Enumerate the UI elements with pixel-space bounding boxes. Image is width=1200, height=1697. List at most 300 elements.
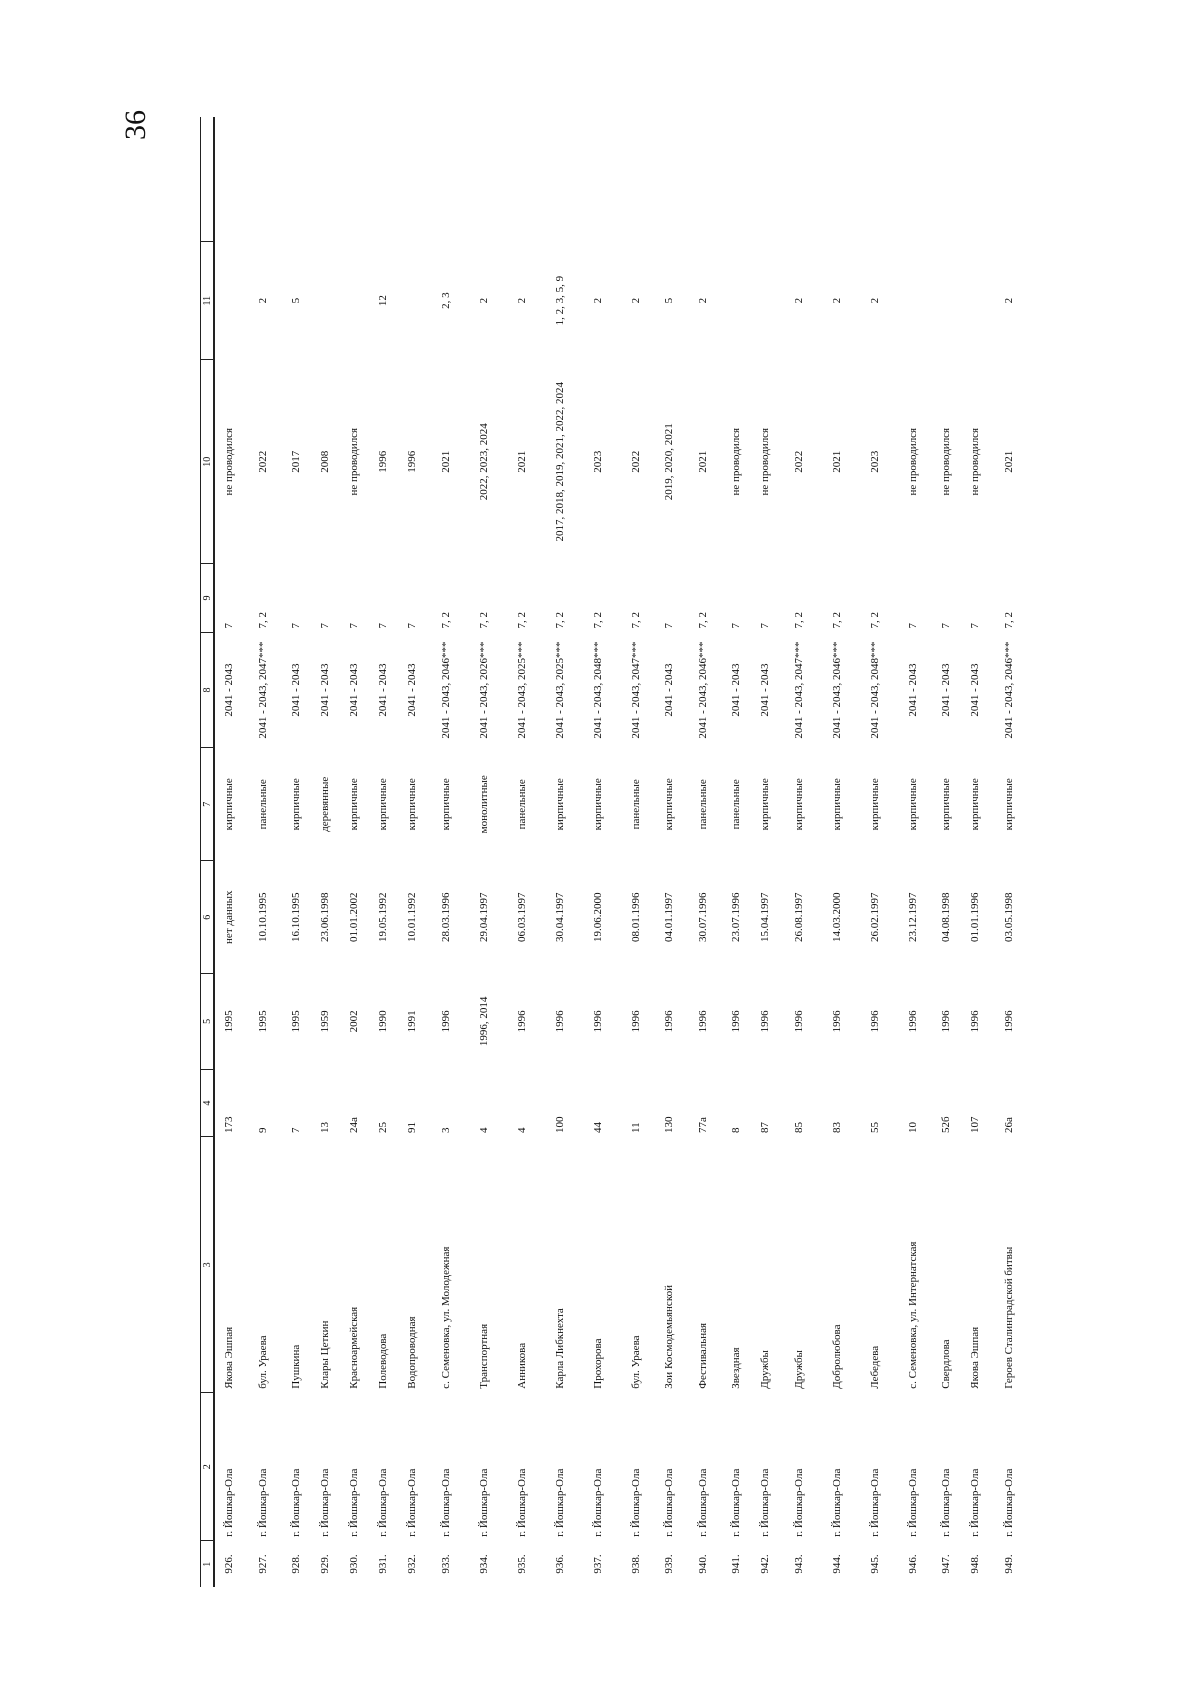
- cell-completed-work-code: [214, 242, 244, 360]
- cell-work-code: 7, 2: [830, 611, 843, 629]
- cell-work-code: 7: [290, 622, 302, 629]
- cell-blank: [282, 117, 311, 242]
- cell-completed-work-code: [932, 242, 961, 360]
- cell-build-year: 1996: [792, 1010, 805, 1033]
- table-row: [751, 117, 780, 1587]
- cell-build-year: 1996: [439, 1010, 452, 1033]
- cell-wall-material: кирпичные: [663, 778, 675, 831]
- cell-locality: г. Йошкар-Ола: [1002, 1468, 1015, 1537]
- table-row: [722, 117, 751, 1587]
- cell-blank: [503, 117, 541, 242]
- cell-row-number: 931.: [377, 1554, 389, 1574]
- cell-street: с. Семеновка, ул. Интернатская: [906, 1241, 919, 1389]
- cell-house-number: 87: [759, 1121, 771, 1133]
- cell-house-number: 8: [730, 1127, 742, 1133]
- cell-work-code: 7, 2: [477, 611, 490, 629]
- cell-house-number: 26а: [1002, 1117, 1015, 1133]
- cell-completed-work-code: [340, 242, 369, 360]
- cell-locality: г. Йошкар-Ола: [319, 1468, 331, 1537]
- cell-commission-date: 01.01.1996: [969, 892, 981, 942]
- table-body: [214, 117, 1028, 1587]
- cell-build-year: 1996: [940, 1010, 952, 1033]
- cell-build-year: 1996: [1002, 1010, 1015, 1033]
- cell-planned-period: 2041 - 2043, 2025***: [553, 641, 566, 739]
- cell-street: с. Семеновка, ул. Молодежная: [439, 1246, 452, 1389]
- cell-locality: г. Йошкар-Ола: [348, 1468, 360, 1537]
- cell-locality: г. Йошкар-Ола: [290, 1468, 302, 1537]
- cell-work-code: 7, 2: [553, 611, 566, 629]
- cell-last-repair-years: не проводился: [906, 427, 919, 496]
- cell-row-number: 947.: [940, 1554, 952, 1574]
- cell-work-code: 7, 2: [591, 611, 604, 629]
- cell-commission-date: 16.10.1995: [290, 892, 302, 942]
- cell-last-repair-years: 2021: [696, 450, 709, 473]
- cell-work-code: 7, 2: [439, 611, 452, 629]
- cell-street: Полеводова: [377, 1333, 389, 1389]
- cell-street: бул. Ураева: [256, 1335, 269, 1389]
- cell-planned-period: 2041 - 2043, 2048***: [868, 641, 881, 739]
- cell-work-code: 7, 2: [792, 611, 805, 629]
- cell-locality: г. Йошкар-Ола: [759, 1468, 771, 1537]
- cell-row-number: 935.: [515, 1554, 528, 1574]
- cell-completed-work-code: 2: [256, 297, 269, 304]
- cell-blank: [818, 117, 856, 242]
- cell-row-number: 942.: [759, 1554, 771, 1574]
- cell-locality: г. Йошкар-Ола: [406, 1468, 418, 1537]
- cell-locality: г. Йошкар-Ола: [377, 1468, 389, 1537]
- table-header: [201, 117, 215, 1587]
- cell-planned-period: 2041 - 2043: [663, 663, 675, 717]
- table-row: [579, 117, 617, 1587]
- cell-blank: [340, 117, 369, 242]
- cell-blank: [932, 117, 961, 242]
- cell-house-number: 4: [477, 1127, 490, 1133]
- table-row: [655, 117, 684, 1587]
- cell-locality: г. Йошкар-Ола: [663, 1468, 675, 1537]
- cell-commission-date: 04.01.1997: [663, 892, 675, 942]
- cell-row-number: 936.: [553, 1554, 566, 1574]
- cell-work-code: 7: [406, 622, 418, 629]
- cell-commission-date: 26.08.1997: [792, 892, 805, 942]
- cell-commission-date: 10.01.1992: [406, 892, 418, 942]
- cell-wall-material: панельные: [256, 779, 269, 830]
- cell-house-number: 77а: [696, 1117, 709, 1133]
- cell-street: Героев Сталинградской битвы: [1002, 1246, 1015, 1389]
- cell-build-year: 1996: [730, 1010, 742, 1033]
- cell-planned-period: 2041 - 2043: [969, 663, 981, 717]
- cell-last-repair-years: 2021: [439, 450, 452, 473]
- cell-house-number: 44: [591, 1121, 604, 1133]
- cell-completed-work-code: 5: [290, 297, 302, 304]
- cell-commission-date: нет данных: [223, 890, 235, 944]
- cell-commission-date: 19.05.1992: [377, 892, 389, 942]
- cell-locality: г. Йошкар-Ола: [477, 1468, 490, 1537]
- cell-blank: [894, 117, 932, 242]
- cell-street: бул. Ураева: [629, 1335, 642, 1389]
- cell-row-number: 939.: [663, 1554, 675, 1574]
- cell-last-repair-years: не проводился: [759, 427, 771, 496]
- cell-work-code: 7: [223, 622, 235, 629]
- cell-commission-date: 15.04.1997: [759, 892, 771, 942]
- cell-commission-date: 10.10.1995: [256, 892, 269, 942]
- cell-blank: [684, 117, 722, 242]
- cell-wall-material: кирпичные: [591, 778, 604, 831]
- cell-house-number: 130: [663, 1116, 675, 1133]
- cell-build-year: 1996: [868, 1010, 881, 1033]
- cell-last-repair-years: не проводился: [348, 427, 360, 496]
- cell-planned-period: 2041 - 2043, 2046***: [439, 641, 452, 739]
- cell-house-number: 173: [223, 1116, 235, 1133]
- cell-last-repair-years: не проводился: [940, 427, 952, 496]
- cell-house-number: 107: [969, 1116, 981, 1133]
- cell-blank: [655, 117, 684, 242]
- cell-wall-material: панельные: [730, 779, 742, 830]
- cell-blank: [856, 117, 894, 242]
- cell-locality: г. Йошкар-Ола: [830, 1468, 843, 1537]
- cell-house-number: 3: [439, 1127, 452, 1133]
- cell-wall-material: кирпичные: [792, 778, 805, 831]
- cell-last-repair-years: 2021: [1002, 450, 1015, 473]
- cell-work-code: 7, 2: [629, 611, 642, 629]
- cell-row-number: 945.: [868, 1554, 881, 1574]
- cell-row-number: 938.: [629, 1554, 642, 1574]
- cell-last-repair-years: 2022: [256, 450, 269, 473]
- cell-completed-work-code: 5: [663, 297, 675, 304]
- cell-street: Якова Эшпая: [223, 1326, 235, 1389]
- cell-locality: г. Йошкар-Ола: [906, 1468, 919, 1537]
- cell-house-number: 7: [290, 1127, 302, 1133]
- table-row: [818, 117, 856, 1587]
- cell-build-year: 1996: [591, 1010, 604, 1033]
- header-col-3: 3: [201, 1137, 215, 1393]
- cell-wall-material: панельные: [629, 779, 642, 830]
- cell-street: Прохорова: [591, 1338, 604, 1389]
- table-row: [856, 117, 894, 1587]
- cell-house-number: 13: [319, 1121, 331, 1133]
- header-col-6: 6: [201, 861, 215, 974]
- cell-commission-date: 14.03.2000: [830, 892, 843, 942]
- cell-planned-period: 2041 - 2043, 2026***: [477, 641, 490, 739]
- cell-last-repair-years: 2008: [319, 450, 331, 473]
- cell-locality: г. Йошкар-Ола: [591, 1468, 604, 1537]
- cell-row-number: 949.: [1002, 1554, 1015, 1574]
- cell-planned-period: 2041 - 2043, 2047***: [629, 641, 642, 739]
- cell-last-repair-years: 2023: [868, 450, 881, 473]
- cell-street: Свердлова: [940, 1339, 952, 1389]
- cell-row-number: 940.: [696, 1554, 709, 1574]
- cell-work-code: 7, 2: [1002, 611, 1015, 629]
- cell-build-year: 2002: [348, 1010, 360, 1033]
- cell-completed-work-code: 2: [629, 297, 642, 304]
- cell-planned-period: 2041 - 2043: [377, 663, 389, 717]
- cell-commission-date: 29.04.1997: [477, 892, 490, 942]
- cell-street: Лебедева: [868, 1345, 881, 1389]
- cell-street: Дружбы: [792, 1350, 805, 1389]
- cell-wall-material: кирпичные: [906, 778, 919, 831]
- cell-work-code: 7, 2: [256, 611, 269, 629]
- cell-row-number: 928.: [290, 1554, 302, 1574]
- header-col-10: 10: [201, 360, 215, 564]
- cell-planned-period: 2041 - 2043, 2046***: [696, 641, 709, 739]
- cell-blank: [961, 117, 990, 242]
- table-row: [214, 117, 244, 1587]
- cell-locality: г. Йошкар-Ола: [696, 1468, 709, 1537]
- cell-planned-period: 2041 - 2043: [759, 663, 771, 717]
- cell-completed-work-code: 2: [1002, 297, 1015, 304]
- cell-locality: г. Йошкар-Ола: [730, 1468, 742, 1537]
- cell-street: Транспортная: [477, 1323, 490, 1389]
- cell-row-number: 948.: [969, 1554, 981, 1574]
- cell-build-year: 1996: [969, 1010, 981, 1033]
- cell-row-number: 944.: [830, 1554, 843, 1574]
- cell-locality: г. Йошкар-Ола: [553, 1468, 566, 1537]
- header-col-4: 4: [201, 1069, 215, 1137]
- cell-locality: г. Йошкар-Ола: [940, 1468, 952, 1537]
- cell-street: Якова Эшпая: [969, 1326, 981, 1389]
- cell-completed-work-code: 12: [377, 295, 389, 307]
- table-row: [780, 117, 818, 1587]
- cell-wall-material: монолитные: [477, 775, 490, 834]
- cell-row-number: 941.: [730, 1554, 742, 1574]
- table-row: [894, 117, 932, 1587]
- cell-last-repair-years: 1996: [377, 450, 389, 473]
- cell-work-code: 7: [940, 622, 952, 629]
- cell-row-number: 927.: [256, 1554, 269, 1574]
- cell-blank: [722, 117, 751, 242]
- cell-completed-work-code: [894, 242, 932, 360]
- cell-wall-material: кирпичные: [868, 778, 881, 831]
- cell-row-number: 930.: [348, 1554, 360, 1574]
- cell-build-year: 1996: [629, 1010, 642, 1033]
- cell-row-number: 946.: [906, 1554, 919, 1574]
- cell-work-code: 7: [730, 622, 742, 629]
- table-row: [244, 117, 282, 1587]
- cell-last-repair-years: 2021: [515, 450, 528, 473]
- cell-completed-work-code: 2: [868, 297, 881, 304]
- header-col-2: 2: [201, 1393, 215, 1541]
- cell-planned-period: 2041 - 2043: [406, 663, 418, 717]
- cell-last-repair-years: 1996: [406, 450, 418, 473]
- cell-house-number: 11: [629, 1122, 642, 1133]
- cell-last-repair-years: не проводился: [223, 427, 235, 496]
- cell-build-year: 1996: [553, 1010, 566, 1033]
- cell-blank: [990, 117, 1028, 242]
- cell-last-repair-years: 2022: [629, 450, 642, 473]
- cell-wall-material: деревянные: [319, 776, 331, 832]
- table-row: [541, 117, 579, 1587]
- cell-planned-period: 2041 - 2043: [348, 663, 360, 717]
- header-col-8: 8: [201, 632, 215, 747]
- cell-street: Анникова: [515, 1342, 528, 1389]
- cell-completed-work-code: 2, 3: [439, 292, 452, 309]
- cell-last-repair-years: 2021: [830, 450, 843, 473]
- cell-blank: [398, 117, 427, 242]
- table-row: [398, 117, 427, 1587]
- cell-build-year: 1996: [663, 1010, 675, 1033]
- cell-last-repair-years: 2022: [792, 450, 805, 473]
- cell-commission-date: 30.04.1997: [553, 892, 566, 942]
- cell-work-code: 7, 2: [868, 611, 881, 629]
- cell-locality: г. Йошкар-Ола: [256, 1468, 269, 1537]
- cell-build-year: 1996: [906, 1010, 919, 1033]
- cell-work-code: 7, 2: [515, 611, 528, 629]
- cell-last-repair-years: 2022, 2023, 2024: [477, 423, 490, 501]
- cell-row-number: 943.: [792, 1554, 805, 1574]
- cell-work-code: 7: [663, 622, 675, 629]
- cell-locality: г. Йошкар-Ола: [629, 1468, 642, 1537]
- cell-planned-period: 2041 - 2043: [906, 663, 919, 717]
- page-number: 36: [119, 110, 152, 140]
- cell-build-year: 1995: [290, 1010, 302, 1033]
- cell-locality: г. Йошкар-Ола: [223, 1468, 235, 1537]
- cell-house-number: 85: [792, 1121, 805, 1133]
- cell-planned-period: 2041 - 2043, 2046***: [1002, 641, 1015, 739]
- cell-row-number: 933.: [439, 1554, 452, 1574]
- table-row: [990, 117, 1028, 1587]
- table-row: [369, 117, 398, 1587]
- header-col-1: 1: [201, 1541, 215, 1587]
- cell-street: Звездная: [730, 1347, 742, 1389]
- header-row: [201, 117, 215, 1587]
- cell-house-number: 83: [830, 1121, 843, 1133]
- cell-row-number: 932.: [406, 1554, 418, 1574]
- cell-wall-material: кирпичные: [377, 778, 389, 831]
- cell-build-year: 1996: [515, 1010, 528, 1033]
- cell-house-number: 91: [406, 1121, 418, 1133]
- cell-blank: [465, 117, 503, 242]
- cell-build-year: 1996: [696, 1010, 709, 1033]
- cell-planned-period: 2041 - 2043, 2047***: [256, 641, 269, 739]
- table-row: [503, 117, 541, 1587]
- cell-wall-material: кирпичные: [969, 778, 981, 831]
- cell-work-code: 7: [377, 622, 389, 629]
- cell-commission-date: 04.08.1998: [940, 892, 952, 942]
- header-col-blank: [201, 117, 215, 242]
- table-row: [684, 117, 722, 1587]
- cell-work-code: 7, 2: [696, 611, 709, 629]
- cell-blank: [244, 117, 282, 242]
- cell-completed-work-code: 2: [591, 297, 604, 304]
- cell-blank: [780, 117, 818, 242]
- cell-wall-material: кирпичные: [348, 778, 360, 831]
- registry-table: [200, 117, 1028, 1587]
- table-row: [465, 117, 503, 1587]
- cell-wall-material: кирпичные: [940, 778, 952, 831]
- cell-commission-date: 23.06.1998: [319, 892, 331, 942]
- cell-work-code: 7: [906, 622, 919, 629]
- cell-commission-date: 26.02.1997: [868, 892, 881, 942]
- cell-work-code: 7: [759, 622, 771, 629]
- cell-street: Пушкина: [290, 1344, 302, 1389]
- cell-completed-work-code: 2: [477, 297, 490, 304]
- cell-commission-date: 06.03.1997: [515, 892, 528, 942]
- cell-house-number: 10: [906, 1121, 919, 1133]
- cell-wall-material: кирпичные: [223, 778, 235, 831]
- cell-build-year: 1996, 2014: [477, 996, 490, 1047]
- cell-street: Карла Либкнехта: [553, 1308, 566, 1389]
- cell-blank: [541, 117, 579, 242]
- cell-blank: [617, 117, 655, 242]
- cell-build-year: 1996: [759, 1010, 771, 1033]
- cell-commission-date: 19.06.2000: [591, 892, 604, 942]
- cell-wall-material: кирпичные: [439, 778, 452, 831]
- cell-row-number: 926.: [223, 1554, 235, 1574]
- cell-house-number: 9: [256, 1127, 269, 1133]
- cell-blank: [311, 117, 340, 242]
- cell-build-year: 1959: [319, 1010, 331, 1033]
- cell-wall-material: кирпичные: [759, 778, 771, 831]
- cell-wall-material: панельные: [515, 779, 528, 830]
- cell-build-year: 1995: [256, 1010, 269, 1033]
- cell-last-repair-years: не проводился: [969, 427, 981, 496]
- table-row: [340, 117, 369, 1587]
- cell-completed-work-code: [311, 242, 340, 360]
- cell-wall-material: панельные: [696, 779, 709, 830]
- header-col-9: 9: [201, 564, 215, 633]
- cell-planned-period: 2041 - 2043: [223, 663, 235, 717]
- header-col-7: 7: [201, 748, 215, 861]
- cell-planned-period: 2041 - 2043, 2046***: [830, 641, 843, 739]
- cell-commission-date: 23.12.1997: [906, 892, 919, 942]
- cell-street: Дружбы: [759, 1350, 771, 1389]
- cell-street: Красноармейская: [348, 1306, 360, 1389]
- cell-work-code: 7: [319, 622, 331, 629]
- cell-planned-period: 2041 - 2043, 2047***: [792, 641, 805, 739]
- cell-blank: [751, 117, 780, 242]
- cell-completed-work-code: 2: [515, 297, 528, 304]
- cell-blank: [427, 117, 465, 242]
- cell-planned-period: 2041 - 2043, 2025***: [515, 641, 528, 739]
- cell-work-code: 7: [969, 622, 981, 629]
- cell-build-year: 1990: [377, 1010, 389, 1033]
- cell-planned-period: 2041 - 2043: [290, 663, 302, 717]
- cell-last-repair-years: не проводился: [730, 427, 742, 496]
- cell-commission-date: 23.07.1996: [730, 892, 742, 942]
- table-row: [311, 117, 340, 1587]
- cell-completed-work-code: [961, 242, 990, 360]
- cell-completed-work-code: 2: [830, 297, 843, 304]
- cell-completed-work-code: 2: [696, 297, 709, 304]
- table-row: [932, 117, 961, 1587]
- cell-commission-date: 03.05.1998: [1002, 892, 1015, 942]
- table-row: [617, 117, 655, 1587]
- table-row: [282, 117, 311, 1587]
- cell-work-code: 7: [348, 622, 360, 629]
- cell-wall-material: кирпичные: [406, 778, 418, 831]
- cell-build-year: 1991: [406, 1010, 418, 1033]
- cell-planned-period: 2041 - 2043, 2048***: [591, 641, 604, 739]
- cell-house-number: 55: [868, 1121, 881, 1133]
- cell-planned-period: 2041 - 2043: [319, 663, 331, 717]
- cell-commission-date: 28.03.1996: [439, 892, 452, 942]
- cell-last-repair-years: 2019, 2020, 2021: [663, 423, 675, 501]
- cell-locality: г. Йошкар-Ола: [515, 1468, 528, 1537]
- cell-house-number: 4: [515, 1127, 528, 1133]
- cell-locality: г. Йошкар-Ола: [439, 1468, 452, 1537]
- cell-last-repair-years: 2017, 2018, 2019, 2021, 2022, 2024: [553, 381, 566, 542]
- cell-locality: г. Йошкар-Ола: [969, 1468, 981, 1537]
- cell-blank: [369, 117, 398, 242]
- cell-blank: [214, 117, 244, 242]
- cell-wall-material: кирпичные: [553, 778, 566, 831]
- cell-street: Водопроводная: [406, 1316, 418, 1389]
- rotated-table-container: [200, 117, 1020, 1587]
- cell-house-number: 52б: [940, 1116, 952, 1133]
- cell-wall-material: кирпичные: [1002, 778, 1015, 831]
- cell-locality: г. Йошкар-Ола: [868, 1468, 881, 1537]
- cell-street: Добролюбова: [830, 1324, 843, 1389]
- cell-completed-work-code: [398, 242, 427, 360]
